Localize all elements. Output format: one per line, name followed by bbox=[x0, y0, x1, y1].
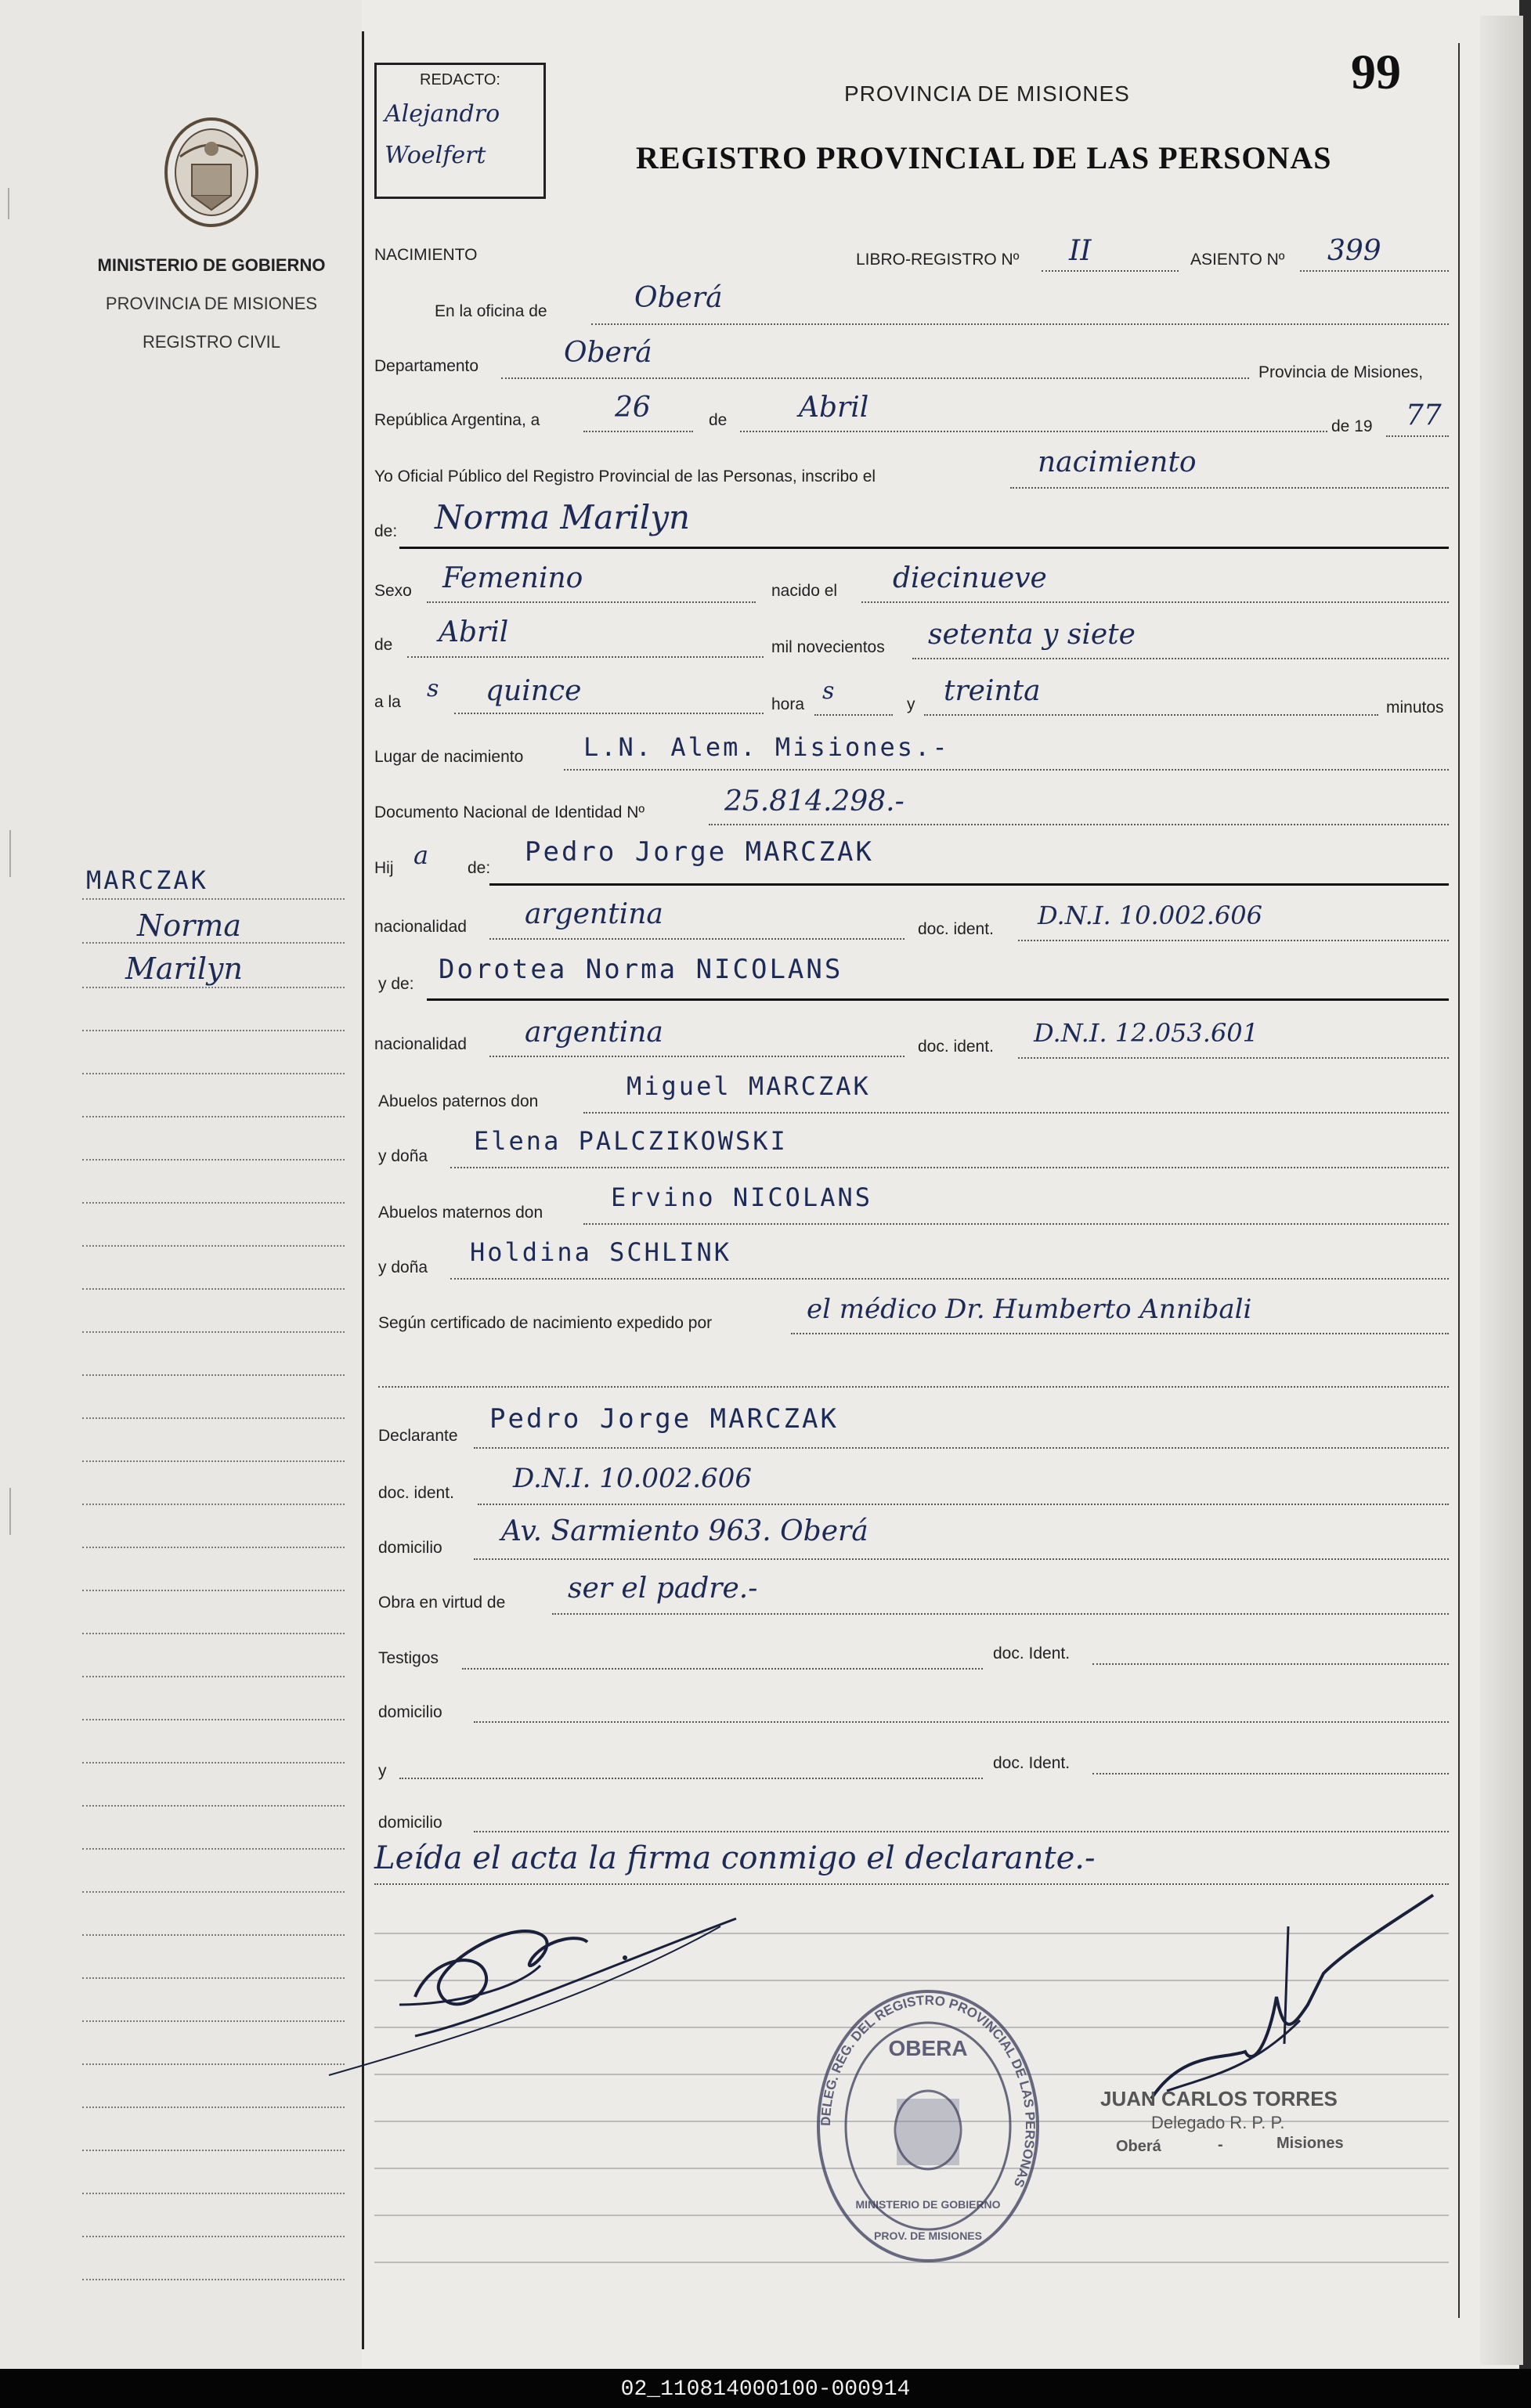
certificado-line bbox=[791, 1333, 1449, 1334]
departamento-line bbox=[501, 377, 1249, 379]
minutos-line bbox=[924, 714, 1378, 716]
month-line bbox=[740, 431, 1327, 432]
redacto-label: REDACTO: bbox=[420, 71, 500, 88]
signatory-title: Delegado R. P. P. bbox=[1151, 2113, 1285, 2132]
madre-nacionalidad-line bbox=[489, 1056, 905, 1057]
hora-s: s bbox=[822, 677, 835, 705]
asiento-line bbox=[1300, 270, 1449, 272]
lugar-line bbox=[564, 769, 1449, 771]
margin-rule bbox=[82, 1159, 345, 1161]
image-code: 02_110814000100-000914 bbox=[620, 2377, 911, 2402]
hij-suffix: a bbox=[413, 840, 429, 870]
margin-rule bbox=[82, 1547, 345, 1548]
testigos-line bbox=[462, 1668, 983, 1670]
margin-rule bbox=[82, 2236, 345, 2237]
page-edge bbox=[1480, 16, 1523, 2365]
hora-value: quince bbox=[486, 675, 582, 707]
ministry-province: PROVINCIA DE MISIONES bbox=[105, 294, 318, 313]
margin-rule bbox=[82, 1116, 345, 1117]
certificado-value: el médico Dr. Humberto Annibali bbox=[807, 1294, 1252, 1325]
hora-label: hora bbox=[771, 695, 805, 713]
sexo-value: Femenino bbox=[442, 562, 583, 594]
nacido-value: diecinueve bbox=[893, 562, 1047, 594]
margin-rule bbox=[82, 1848, 345, 1850]
mes-value: Abril bbox=[439, 616, 509, 648]
province-heading: PROVINCIA DE MISIONES bbox=[844, 81, 1130, 106]
domicilio-line bbox=[474, 1558, 1449, 1560]
stamp-ring-text: DELEG. REG. DEL REGISTRO PROVINCIAL DE LAS PERSONAS bbox=[818, 1992, 1038, 2190]
margin-rule bbox=[82, 1590, 345, 1591]
ministry-registry: REGISTRO CIVIL bbox=[142, 332, 281, 352]
republica-label: República Argentina, a bbox=[374, 411, 540, 429]
testigo1-domicilio-label: domicilio bbox=[378, 1703, 442, 1721]
obra-label: Obra en virtud de bbox=[378, 1594, 506, 1612]
registry-title: REGISTRO PROVINCIAL DE LAS PERSONAS bbox=[636, 140, 1332, 175]
hij-label: Hij bbox=[374, 859, 394, 877]
de-label: de bbox=[709, 411, 728, 429]
binder-mark-mid bbox=[0, 830, 11, 877]
margin-rule bbox=[82, 1805, 345, 1807]
child-name: Norma Marilyn bbox=[435, 498, 691, 536]
declarante-doc-value: D.N.I. 10.002.606 bbox=[513, 1463, 752, 1494]
margin-rule bbox=[82, 1202, 345, 1204]
libro-line bbox=[1042, 270, 1179, 272]
abuelo-paterno: Miguel MARCZAK bbox=[626, 1071, 871, 1101]
testigos-doc-label: doc. Ident. bbox=[993, 1644, 1071, 1662]
anio-line bbox=[912, 658, 1449, 659]
testigo2-line bbox=[399, 1778, 983, 1779]
minutos-label: minutos bbox=[1386, 699, 1444, 717]
nacido-line bbox=[861, 601, 1449, 603]
signatory-name: JUAN CARLOS TORRES bbox=[1100, 2087, 1338, 2110]
oficina-line bbox=[591, 323, 1449, 325]
anio-value: setenta y siete bbox=[928, 619, 1136, 651]
margin-rule bbox=[82, 1245, 345, 1247]
binder-mark-low bbox=[0, 1488, 11, 1535]
margin-firstname: Norma bbox=[137, 908, 241, 943]
obra-line bbox=[552, 1613, 1449, 1615]
month-value: Abril bbox=[799, 392, 869, 424]
hora-s-line bbox=[814, 714, 893, 716]
declarante-label: Declarante bbox=[378, 1427, 458, 1445]
asiento-label: ASIENTO Nº bbox=[1190, 251, 1285, 269]
official-stamp bbox=[811, 1981, 1045, 2271]
margin-rule bbox=[82, 1633, 345, 1634]
registrar-signature bbox=[1136, 1879, 1464, 2114]
margin-rule bbox=[82, 1719, 345, 1720]
day-value: 26 bbox=[615, 392, 651, 424]
redacto-line2: Woelfert bbox=[385, 142, 486, 169]
oficial-text: Yo Oficial Público del Registro Provincial de las Personas, inscribo el bbox=[374, 468, 876, 486]
padre-underline bbox=[489, 883, 1449, 886]
madre-nacionalidad-label: nacionalidad bbox=[374, 1035, 467, 1053]
asiento-value: 399 bbox=[1327, 235, 1381, 267]
testigo2-doc-line bbox=[1092, 1773, 1449, 1774]
oficina-label: En la oficina de bbox=[435, 302, 547, 320]
madre-doc-value: D.N.I. 12.053.601 bbox=[1034, 1018, 1259, 1048]
declarante-doc-label: doc. ident. bbox=[378, 1484, 454, 1502]
margin-rule bbox=[82, 2193, 345, 2194]
lugar-value: L.N. Alem. Misiones.- bbox=[583, 732, 950, 762]
sexo-label: Sexo bbox=[374, 582, 412, 600]
madre-doc-label: doc. ident. bbox=[918, 1038, 994, 1056]
madre-nacionalidad-value: argentina bbox=[525, 1016, 663, 1049]
margin-secondname: Marilyn bbox=[125, 951, 243, 986]
margin-rule bbox=[82, 1073, 345, 1074]
departamento-value: Oberá bbox=[564, 337, 652, 369]
testigos-doc-line bbox=[1092, 1663, 1449, 1665]
stamp-bottom-text: PROV. DE MISIONES bbox=[874, 2229, 982, 2242]
dni-label: Documento Nacional de Identidad Nº bbox=[374, 803, 645, 821]
mil-label: mil novecientos bbox=[771, 638, 885, 656]
obra-value: ser el padre.- bbox=[568, 1572, 758, 1605]
abuelo-materno-line bbox=[583, 1223, 1449, 1225]
declarante-value: Pedro Jorge MARCZAK bbox=[489, 1403, 839, 1435]
padre-nacionalidad-line bbox=[489, 938, 905, 940]
y-label: y bbox=[907, 695, 915, 713]
redacto-line1: Alejandro bbox=[385, 100, 500, 128]
name-de-label: de: bbox=[374, 522, 398, 540]
margin-rule bbox=[82, 1417, 345, 1419]
day-line bbox=[583, 431, 693, 432]
declarante-line bbox=[474, 1447, 1449, 1449]
margin-rule bbox=[82, 1030, 345, 1031]
madre-doc-line bbox=[1018, 1057, 1449, 1059]
binder-mark-top bbox=[0, 188, 9, 219]
hora-line bbox=[454, 713, 764, 714]
padre-nacionalidad-value: argentina bbox=[525, 898, 663, 930]
abuela-paterna-line bbox=[450, 1167, 1449, 1168]
stamp-inner-text: MINISTERIO DE GOBIERNO bbox=[855, 2198, 1001, 2211]
madre-underline bbox=[427, 998, 1449, 1001]
departamento-label: Departamento bbox=[374, 357, 479, 375]
abuelo-materno: Ervino NICOLANS bbox=[611, 1182, 872, 1212]
padre-nacionalidad-label: nacionalidad bbox=[374, 918, 467, 936]
record-type-label: NACIMIENTO bbox=[374, 246, 478, 264]
margin-rule bbox=[82, 2279, 345, 2280]
name-underline bbox=[399, 547, 1449, 549]
hij-de-label: de: bbox=[468, 859, 491, 877]
madre-name: Dorotea Norma NICOLANS bbox=[439, 954, 843, 985]
y2-label: y bbox=[378, 1762, 387, 1780]
testigos-label: Testigos bbox=[378, 1649, 439, 1667]
certificado-line-2 bbox=[378, 1386, 1449, 1388]
abuela-paterna-label: y doña bbox=[378, 1147, 428, 1165]
oficial-value: nacimiento bbox=[1038, 446, 1197, 478]
margin-rule bbox=[82, 1288, 345, 1290]
testigo2-domicilio-label: domicilio bbox=[378, 1814, 442, 1832]
stamp-city: OBERA bbox=[888, 2036, 968, 2060]
margin-rule bbox=[82, 2107, 345, 2108]
margin-rule bbox=[82, 1374, 345, 1376]
year-value: 77 bbox=[1406, 399, 1442, 431]
dni-line bbox=[709, 824, 1449, 825]
margin-rule bbox=[82, 987, 345, 988]
domicilio-value: Av. Sarmiento 963. Oberá bbox=[501, 1515, 868, 1547]
abuela-materna: Holdina SCHLINK bbox=[470, 1237, 731, 1267]
abuelos-maternos-label: Abuelos maternos don bbox=[378, 1204, 543, 1222]
provincia-suffix: Provincia de Misiones, bbox=[1258, 363, 1424, 381]
margin-rule bbox=[82, 898, 345, 900]
dni-value: 25.814.298.- bbox=[724, 785, 905, 818]
redacto-box bbox=[374, 63, 546, 199]
alas-s: s bbox=[427, 675, 439, 702]
declarant-signature bbox=[282, 1872, 767, 2091]
de-mes-label: de bbox=[374, 636, 393, 654]
abuelos-paternos-label: Abuelos paternos don bbox=[378, 1092, 539, 1110]
abuela-materna-line bbox=[450, 1278, 1449, 1280]
oficial-line bbox=[1010, 487, 1449, 489]
coat-of-arms-icon bbox=[161, 110, 262, 231]
margin-rule bbox=[82, 1762, 345, 1764]
ministry-title: MINISTERIO DE GOBIERNO bbox=[97, 255, 326, 275]
margin-rule bbox=[82, 2150, 345, 2151]
padre-name: Pedro Jorge MARCZAK bbox=[525, 836, 874, 868]
margin-surname: MARCZAK bbox=[86, 865, 208, 895]
declarante-doc-line bbox=[478, 1504, 1449, 1505]
domicilio-label: domicilio bbox=[378, 1539, 442, 1557]
minutos-value: treinta bbox=[944, 675, 1041, 707]
mes-line bbox=[407, 656, 764, 658]
testigo2-domicilio-line bbox=[474, 1831, 1449, 1832]
padre-doc-line bbox=[1018, 940, 1449, 941]
oficina-value: Oberá bbox=[634, 282, 723, 314]
year-line bbox=[1386, 435, 1449, 437]
alas-label: a la bbox=[374, 693, 401, 711]
margin-rule bbox=[82, 1676, 345, 1677]
certificado-label: Según certificado de nacimiento expedido por bbox=[378, 1314, 713, 1332]
testigo2-doc-label: doc. Ident. bbox=[993, 1754, 1071, 1772]
sexo-line bbox=[427, 601, 756, 603]
margin-rule bbox=[82, 1504, 345, 1505]
year-label: de 19 bbox=[1331, 417, 1373, 435]
libro-value: II bbox=[1069, 235, 1092, 267]
abuela-paterna: Elena PALCZIKOWSKI bbox=[474, 1126, 788, 1156]
folio-number: 99 bbox=[1351, 44, 1401, 99]
margin-rule bbox=[82, 1331, 345, 1333]
libro-label: LIBRO-REGISTRO Nº bbox=[856, 251, 1020, 269]
closing-statement: Leída el acta la firma conmigo el declarante.- bbox=[374, 1840, 1096, 1876]
margin-rule bbox=[82, 942, 345, 944]
abuela-materna-label: y doña bbox=[378, 1258, 428, 1276]
signatory-dash: - bbox=[1218, 2136, 1223, 2153]
signatory-city: Oberá bbox=[1116, 2138, 1161, 2155]
margin-rule bbox=[82, 1460, 345, 1462]
testigo1-domicilio-line bbox=[474, 1721, 1449, 1723]
padre-doc-label: doc. ident. bbox=[918, 920, 994, 938]
nacido-label: nacido el bbox=[771, 582, 838, 600]
lugar-label: Lugar de nacimiento bbox=[374, 748, 524, 766]
padre-doc-value: D.N.I. 10.002.606 bbox=[1038, 901, 1263, 930]
abuelo-paterno-line bbox=[583, 1112, 1449, 1114]
signatory-province: Misiones bbox=[1276, 2135, 1344, 2152]
yde-label: y de: bbox=[378, 975, 414, 993]
